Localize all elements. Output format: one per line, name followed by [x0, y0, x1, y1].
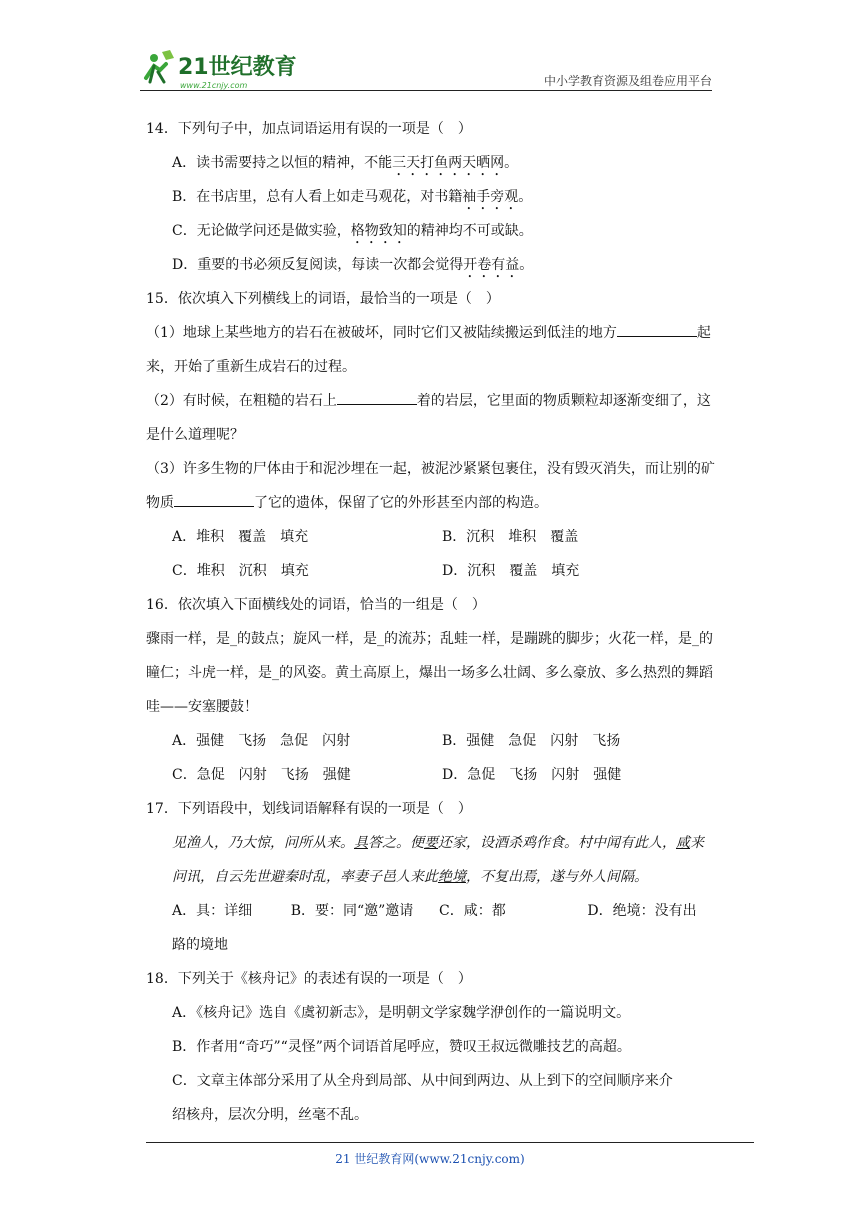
- blank-line: [337, 390, 417, 405]
- q16-option-b: B．强健 急促 闪射 飞扬: [442, 733, 621, 749]
- q17-stem: 17．下列语段中，划线词语解释有误的一项是（ ）: [146, 801, 472, 817]
- q17-underlined-xian: 咸: [676, 835, 690, 851]
- q16-passage: 骤雨一样，是_的鼓点；旋风一样，是_的流苏；乱蛙一样，是蹦跳的脚步；火花一样，是_的瞳仁；斗虎一样，是_的风姿。黄土高原上，爆出一场多么壮阔、多么豪放、多么热烈的舞蹈哇——安塞腰鼓！: [146, 631, 713, 715]
- q14-c-dotted: 格物致知: [350, 223, 407, 239]
- q17-option-d-cont: 路的境地: [172, 937, 228, 953]
- q14-option-a: [146, 146, 716, 180]
- q15-s3-b: 了它的遗体，保留了它的外形甚至内部的构造。: [254, 495, 548, 511]
- blank-line: [617, 322, 697, 337]
- q15-sentence-1: [146, 316, 716, 384]
- q14-b-post: 。: [518, 189, 533, 205]
- q14-option-d: [146, 248, 716, 282]
- q18-stem: 18．下列关于《核舟记》的表述有误的一项是（ ）: [146, 971, 472, 987]
- logo-url: www.21cnjy.com: [180, 81, 248, 90]
- q14-c-post: 的精神均不可或缺。: [406, 223, 533, 239]
- q17-underlined-yao: 要: [424, 835, 438, 851]
- q17-option-d: D．绝境：没有出: [587, 903, 697, 919]
- site-logo: [140, 48, 310, 92]
- q14-b-pre: B．在书店里，总有人看上如走马观花，对书籍: [172, 189, 463, 205]
- q14-option-c: [146, 214, 716, 248]
- q16-options-row-2: [146, 758, 716, 792]
- runner-logo-icon: [140, 48, 310, 92]
- q17-text-3: 还家，设酒杀鸡作食。村中闻有此人，: [438, 835, 676, 851]
- q17-text-1: 见渔人，乃大惊，问所从来。: [172, 835, 354, 851]
- q14-option-b: [146, 180, 716, 214]
- q18-option-c: C．文章主体部分采用了从全舟到局部、从中间到两边、从上到下的空间顺序来介: [172, 1073, 673, 1089]
- q15-option-b: B．沉积 堆积 覆盖: [442, 529, 579, 545]
- q14-a-pre: A．读书需要持之以恒的精神，不能: [172, 155, 393, 171]
- q15-options-row-2: [146, 554, 716, 588]
- q16-option-d: D．急促 飞扬 闪射 强健: [442, 767, 622, 783]
- q17-option-c: C．咸：都: [439, 903, 506, 919]
- footer-link[interactable]: 21 世纪教育网(www.21cnjy.com): [335, 1152, 525, 1166]
- q18-option-c-cont: 绍核舟，层次分明，丝毫不乱。: [172, 1107, 368, 1123]
- q15-s1-a: （1）地球上某些地方的岩石在被破坏，同时它们又被陆续搬运到低洼的地方: [146, 325, 617, 341]
- blank-line: [174, 492, 254, 507]
- q14-a-dotted: 三天打鱼两天晒网: [392, 155, 505, 171]
- q14-a-post: 。: [504, 155, 519, 171]
- q15-sentence-3: [146, 452, 716, 520]
- q14-d-post: 。: [519, 257, 534, 273]
- q15-option-d: D．沉积 覆盖 填充: [442, 563, 580, 579]
- q17-option-a: A．具：详细: [172, 903, 253, 919]
- q15-s2-a: （2）有时候，在粗糙的岩石上: [146, 393, 337, 409]
- q15-s2-b: 着的岩层，它里面的物质颗粒却逐渐变细了，这是什么道理呢？: [146, 393, 711, 443]
- q14-d-pre: D．重要的书必须反复阅读，每读一次都会觉得: [172, 257, 464, 273]
- q14-stem: 14．下列句子中，加点词语运用有误的一项是（ ）: [146, 121, 472, 137]
- footer-divider: [146, 1142, 754, 1143]
- q17-text-2: 答之。便: [368, 835, 424, 851]
- q16-options-row-1: [146, 724, 716, 758]
- q17-options: [146, 894, 716, 928]
- q16-stem: 16．依次填入下面横线处的词语，恰当的一组是（ ）: [146, 597, 486, 613]
- q17-text-4: 来问讯，自云先世避秦时乱，率妻子邑人来此: [172, 835, 704, 885]
- q17-underlined-ju: 具: [354, 835, 368, 851]
- q15-sentence-2: [146, 384, 716, 452]
- q14-b-dotted: 袖手旁观: [462, 189, 519, 205]
- platform-title: 中小学教育资源及组卷应用平台: [543, 74, 712, 88]
- q14-d-dotted: 开卷有益: [463, 257, 520, 273]
- q15-s3-a: （3）许多生物的尸体由于和泥沙埋在一起，被泥沙紧紧包裹住，没有毁灭消失，而让别的矿物质: [146, 461, 715, 511]
- q17-passage: [146, 826, 716, 894]
- q18-option-a: A．《核舟记》选自《虞初新志》，是明朝文学家魏学洢创作的一篇说明文。: [172, 1005, 631, 1021]
- header-divider: [140, 90, 712, 91]
- q16-option-a: A．强健 飞扬 急促 闪射: [172, 733, 351, 749]
- q17-underlined-juejing: 绝境: [438, 869, 466, 885]
- q14-c-pre: C．无论做学问还是做实验，: [172, 223, 351, 239]
- q17-text-5: ，不复出焉，遂与外人间隔。: [466, 869, 648, 885]
- q15-stem: 15．依次填入下列横线上的词语，最恰当的一项是（ ）: [146, 291, 500, 307]
- q15-s1-b: 起来，开始了重新生成岩石的过程。: [146, 325, 711, 375]
- question-content: [146, 112, 716, 1132]
- q17-option-b: B．要：同“邀”邀请: [290, 903, 414, 919]
- logo-text: 21世纪教育: [178, 55, 297, 80]
- q15-option-a: A．堆积 覆盖 填充: [172, 529, 309, 545]
- q18-option-b: B．作者用“奇巧”“灵怪”两个词语首尾呼应，赞叹王叔远微雕技艺的高超。: [172, 1039, 631, 1055]
- q16-option-c: C．急促 闪射 飞扬 强健: [172, 767, 351, 783]
- q15-options-row-1: [146, 520, 716, 554]
- q15-option-c: C．堆积 沉积 填充: [172, 563, 309, 579]
